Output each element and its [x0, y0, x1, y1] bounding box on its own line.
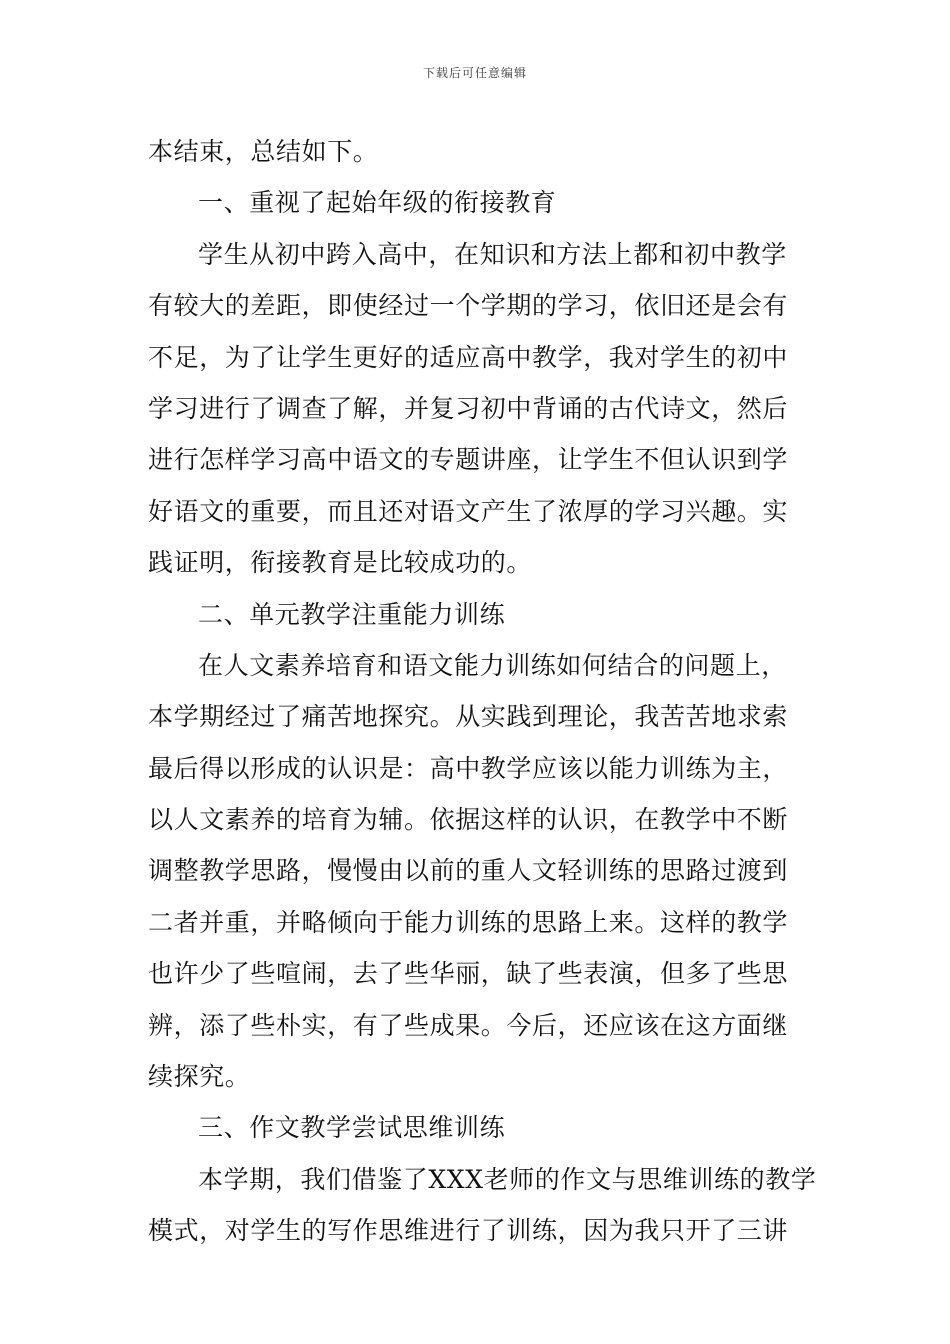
paragraph-first-line: 学生从初中跨入高中，在知识和方法上都和初中教学: [198, 239, 787, 269]
section-heading: 一、重视了起始年级的衔接教育: [198, 188, 557, 218]
text-line: 本学期经过了痛苦地探究。从实践到理论，我苦苦地求索: [148, 702, 789, 732]
text-line: 不足，为了让学生更好的适应高中教学，我对学生的初中: [148, 342, 789, 372]
text-line: 本结束，总结如下。: [148, 137, 379, 166]
text-line: 进行怎样学习高中语文的专题讲座，让学生不但认识到学: [148, 445, 789, 475]
text-line: 最后得以形成的认识是：高中教学应该以能力训练为主，: [148, 753, 789, 783]
text-line: 以人文素养的培育为辅。依据这样的认识，在教学中不断: [148, 805, 789, 835]
page-header: 下载后可任意编辑: [422, 66, 527, 80]
text-line: 践证明，衔接教育是比较成功的。: [148, 548, 533, 578]
text-line: 有较大的差距，即使经过一个学期的学习，依旧还是会有: [148, 291, 789, 321]
text-line: 也许少了些喧闹，去了些华丽，缺了些表演，但多了些思: [148, 959, 789, 989]
text-line: 好语文的重要，而且还对语文产生了浓厚的学习兴趣。实: [148, 496, 789, 526]
text-line: 模式，对学生的写作思维进行了训练，因为我只开了三讲: [148, 1216, 789, 1246]
section-heading: 三、作文教学尝试思维训练: [198, 1113, 506, 1143]
section-heading: 二、单元教学注重能力训练: [198, 599, 506, 629]
paragraph-first-line: 在人文素养培育和语文能力训练如何结合的问题上，: [198, 650, 787, 680]
text-line: 二者并重，并略倾向于能力训练的思路上来。这样的教学: [148, 907, 789, 937]
text-line: 续探究。: [148, 1062, 251, 1092]
text-line: 辨，添了些朴实，有了些成果。今后，还应该在这方面继: [148, 1010, 789, 1040]
document-body: [148, 126, 817, 1257]
text-line: 调整教学思路，慢慢由以前的重人文轻训练的思路过渡到: [148, 856, 789, 886]
paragraph-first-line: 本学期，我们借鉴了XXX老师的作文与思维训练的教学: [198, 1164, 817, 1194]
text-line: 学习进行了调查了解，并复习初中背诵的古代诗文，然后: [148, 393, 789, 423]
